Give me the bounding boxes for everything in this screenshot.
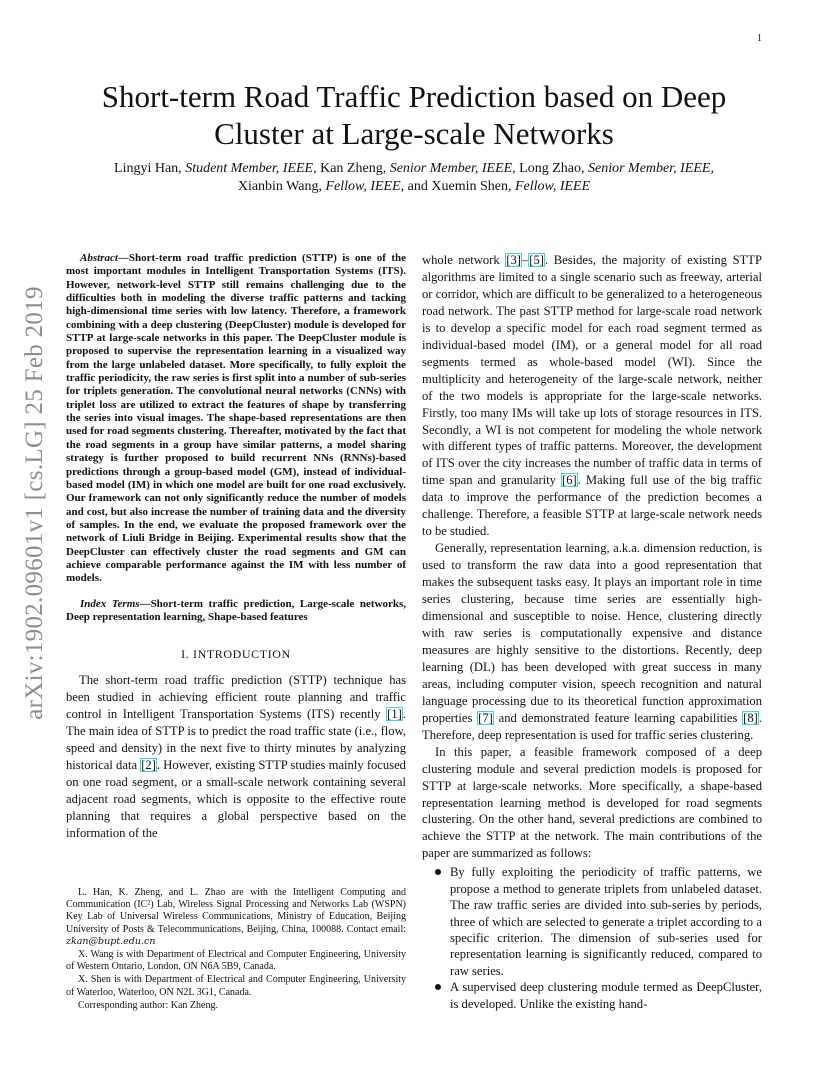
footnotes: [66, 887, 406, 1013]
abstract-text: —Short-term road traffic prediction (STTP) is one of the most important modules in Intelligent Transportation Systems (ITS). However, network-level STTP still remains challenging due to the difficulties both in modeling the diverse traffic patterns and tacking high-dimensional time series with low latency. Therefore, a framework combining with a deep clustering (DeepCluster) module is developed for STTP at large-scale networks in this paper. The DeepCluster module is proposed to supervise the representation learning in a visualized way from the large unlabeled dataset. More specifically, to fully exploit the traffic periodicity, the raw series is first split into a number of sub-series for triplets generation. The convolutional neural networks (CNNs) with triplet loss are utilized to extract the features of shape by transferring the series into visual images. The shape-based representations are then used for road segments clustering. Thereafter, motivated by the fact that the road segments in a group have similar patterns, a model sharing strategy is further proposed to build recurrent NNs (RNNs)-based predictions through a group-based model (GM), instead of individual-based model (IM) in which one model are built for one road exclusively. Our framework can not only significantly reduce the number of models and cost, but also increase the number of training data and the diversity of samples. In the end, we evaluate the proposed framework over the network of Liuli Bridge in Beijing. Experimental results show that the DeepCluster can effectively cluster the road segments and GM can achieve comparable performance against the IM with less number of models.: [66, 252, 406, 585]
footnote-corresponding-author: Corresponding author: Kan Zheng.: [78, 999, 218, 1011]
paper-title: [60, 78, 768, 152]
text-run: Generally, representation learning, a.k.a. dimension reduction, is used to transform the raw data into a good representation that makes the subsequent tasks easy. It plays an important role in time series clustering, because time series are essentially high-dimensional and susceptible to noise. Hence, clustering directly with raw series is computationally expensive and distance measures are highly sensitive to the distortions. Recently, deep learning (DL) has been developed with great success in many areas, including computer vision, speech recognition and natural language processing due to its theoretical function approximation properties: [422, 541, 762, 725]
author-list: [60, 160, 768, 196]
right-column: [422, 252, 762, 1012]
citation-link[interactable]: [1]: [387, 706, 402, 721]
footnote-affiliation-1: [66, 887, 406, 948]
author-name: Lingyi Han,: [114, 161, 186, 176]
title-line-1: Short-term Road Traffic Prediction based on Deep: [101, 79, 727, 114]
body-paragraph: [422, 252, 762, 540]
bullet-icon: [435, 869, 441, 875]
section-heading-introduction: I. INTRODUCTION: [181, 647, 291, 662]
index-terms-text: —Short-term traffic prediction, Large-scale networks, Deep representation learning, Shape-based features: [66, 597, 406, 623]
list-item-text: A supervised deep clustering module termed as DeepCluster, is developed. Unlike the existing hand-: [450, 980, 762, 1011]
bullet-icon: [435, 984, 441, 990]
list-item-text: By fully exploiting the periodicity of traffic patterns, we propose a method to generate triplets from unlabeled dataset. The raw traffic series are divided into sub-series by periods, three of which are selected to generate a triplet according to a specific criterion. The dimension of sub-series used for representation learning is significantly reduced, compared to raw series.: [450, 865, 762, 978]
footnote-text: L. Han, K. Zheng, and L. Zhao are with the Intelligent Computing and Communication (IC²) Lab, Wireless Signal Processing and Networks Lab (WSPN) Key Lab of Universal Wireless Communications, Ministry of Education, Beijing University of Posts & Telecommunications, Beijing, China, 100088. Contact email:: [66, 887, 406, 935]
arxiv-id-text: arXiv:1902.09601v1 [cs.LG] 25 Feb 2019: [21, 286, 48, 720]
text-run: whole network: [422, 253, 506, 267]
author-name: Long Zhao,: [515, 161, 588, 176]
text-run: . However, existing STTP studies mainly focused on one road segment, or a small-scale network containing several adjacent road segments, which is opposite to the effective route planning that requires a global perspective based on the information of the: [66, 757, 406, 840]
left-column: [66, 252, 406, 842]
citation-link[interactable]: [3]: [506, 253, 521, 267]
index-terms: [66, 598, 406, 625]
citation-link[interactable]: [7]: [478, 710, 493, 725]
text-run: . Therefore, deep representation is used for traffic series clustering.: [422, 710, 762, 742]
citation-link[interactable]: [5]: [529, 253, 544, 267]
text-run: –: [521, 253, 529, 267]
text-run: . The main idea of STTP is to predict the road traffic state (i.e., flow, speed and density) in the next five to thirty minutes by analyzing historical data: [66, 706, 406, 772]
abstract-label: Abstract: [80, 252, 118, 264]
contributions-list: [422, 864, 762, 1012]
arxiv-identifier-watermark: [20, 263, 50, 743]
intro-paragraph: [66, 672, 406, 842]
list-item: [422, 864, 762, 979]
text-run: and demonstrated feature learning capabilities: [493, 710, 743, 725]
page-number: 1: [757, 33, 762, 44]
body-paragraph: [422, 540, 762, 743]
title-line-2: Cluster at Large-scale Networks: [214, 116, 614, 151]
footnote-affiliation-2: X. Wang is with Department of Electrical and Computer Engineering, University of Western Ontario, London, ON N6A 5B9, Canada.: [66, 949, 406, 973]
author-name: Xianbin Wang,: [237, 179, 326, 194]
author-role: Senior Member, IEEE,: [588, 161, 714, 176]
text-run: . Making full use of the big traffic data to improve the performance of the prediction becomes a challenge. Therefore, a feasible STTP at large-scale network needs to be studied.: [422, 473, 762, 539]
author-name: Kan Zheng,: [316, 161, 390, 176]
author-role: Fellow, IEEE: [325, 179, 401, 194]
text-run: The short-term road traffic prediction (STTP) technique has been studied in achieving efficient route planning and traffic control in Intelligent Transportation Systems (ITS) recently: [66, 672, 406, 721]
footnote-affiliation-3: X. Shen is with Department of Electrical and Computer Engineering, University of Waterloo, Waterloo, ON N2L 3G1, Canada.: [66, 974, 406, 998]
abstract: [66, 252, 406, 586]
contact-email[interactable]: zkan@bupt.edu.cn: [66, 935, 156, 947]
author-role: Senior Member, IEEE,: [389, 161, 516, 176]
author-role: Student Member, IEEE,: [185, 161, 317, 176]
author-role: Fellow, IEEE: [515, 179, 591, 194]
citation-link[interactable]: [6]: [562, 473, 577, 488]
body-paragraph: In this paper, a feasible framework composed of a deep clustering module and several prediction models is proposed for STTP at large-scale networks. More specifically, a shape-based representation learning method is developed for road segments clustering. On the other hand, several predictions are combined to achieve the STTP at the network. The main contributions of the paper are summarized as follows:: [422, 744, 762, 861]
index-terms-label: Index Terms: [80, 597, 140, 610]
list-item: [422, 979, 762, 1012]
citation-link[interactable]: [8]: [743, 710, 758, 725]
author-name: , and Xuemin Shen,: [400, 179, 515, 194]
text-run: . Besides, the majority of existing STTP algorithms are limited to a single scenario such as freeway, arterial or corridor, which are difficult to be generalized to a heterogeneous road network. The past STTP method for large-scale road network is to develop a specific model for each road segment termed as individual-based model (IM), or a general model for all road segments termed as whole-based model (WI). Since the multiplicity and heterogeneity of the large-scale network, neither of the two models is appropriate for the large-scale networks. Firstly, too many IMs will take up lots of storage resources in ITS. Secondly, a WI is not competent for modeling the whole network with different types of traffic patterns. Moreover, the development of ITS over the city increases the number of traffic data in terms of time span and granularity: [422, 253, 762, 488]
citation-link[interactable]: [2]: [141, 757, 156, 772]
